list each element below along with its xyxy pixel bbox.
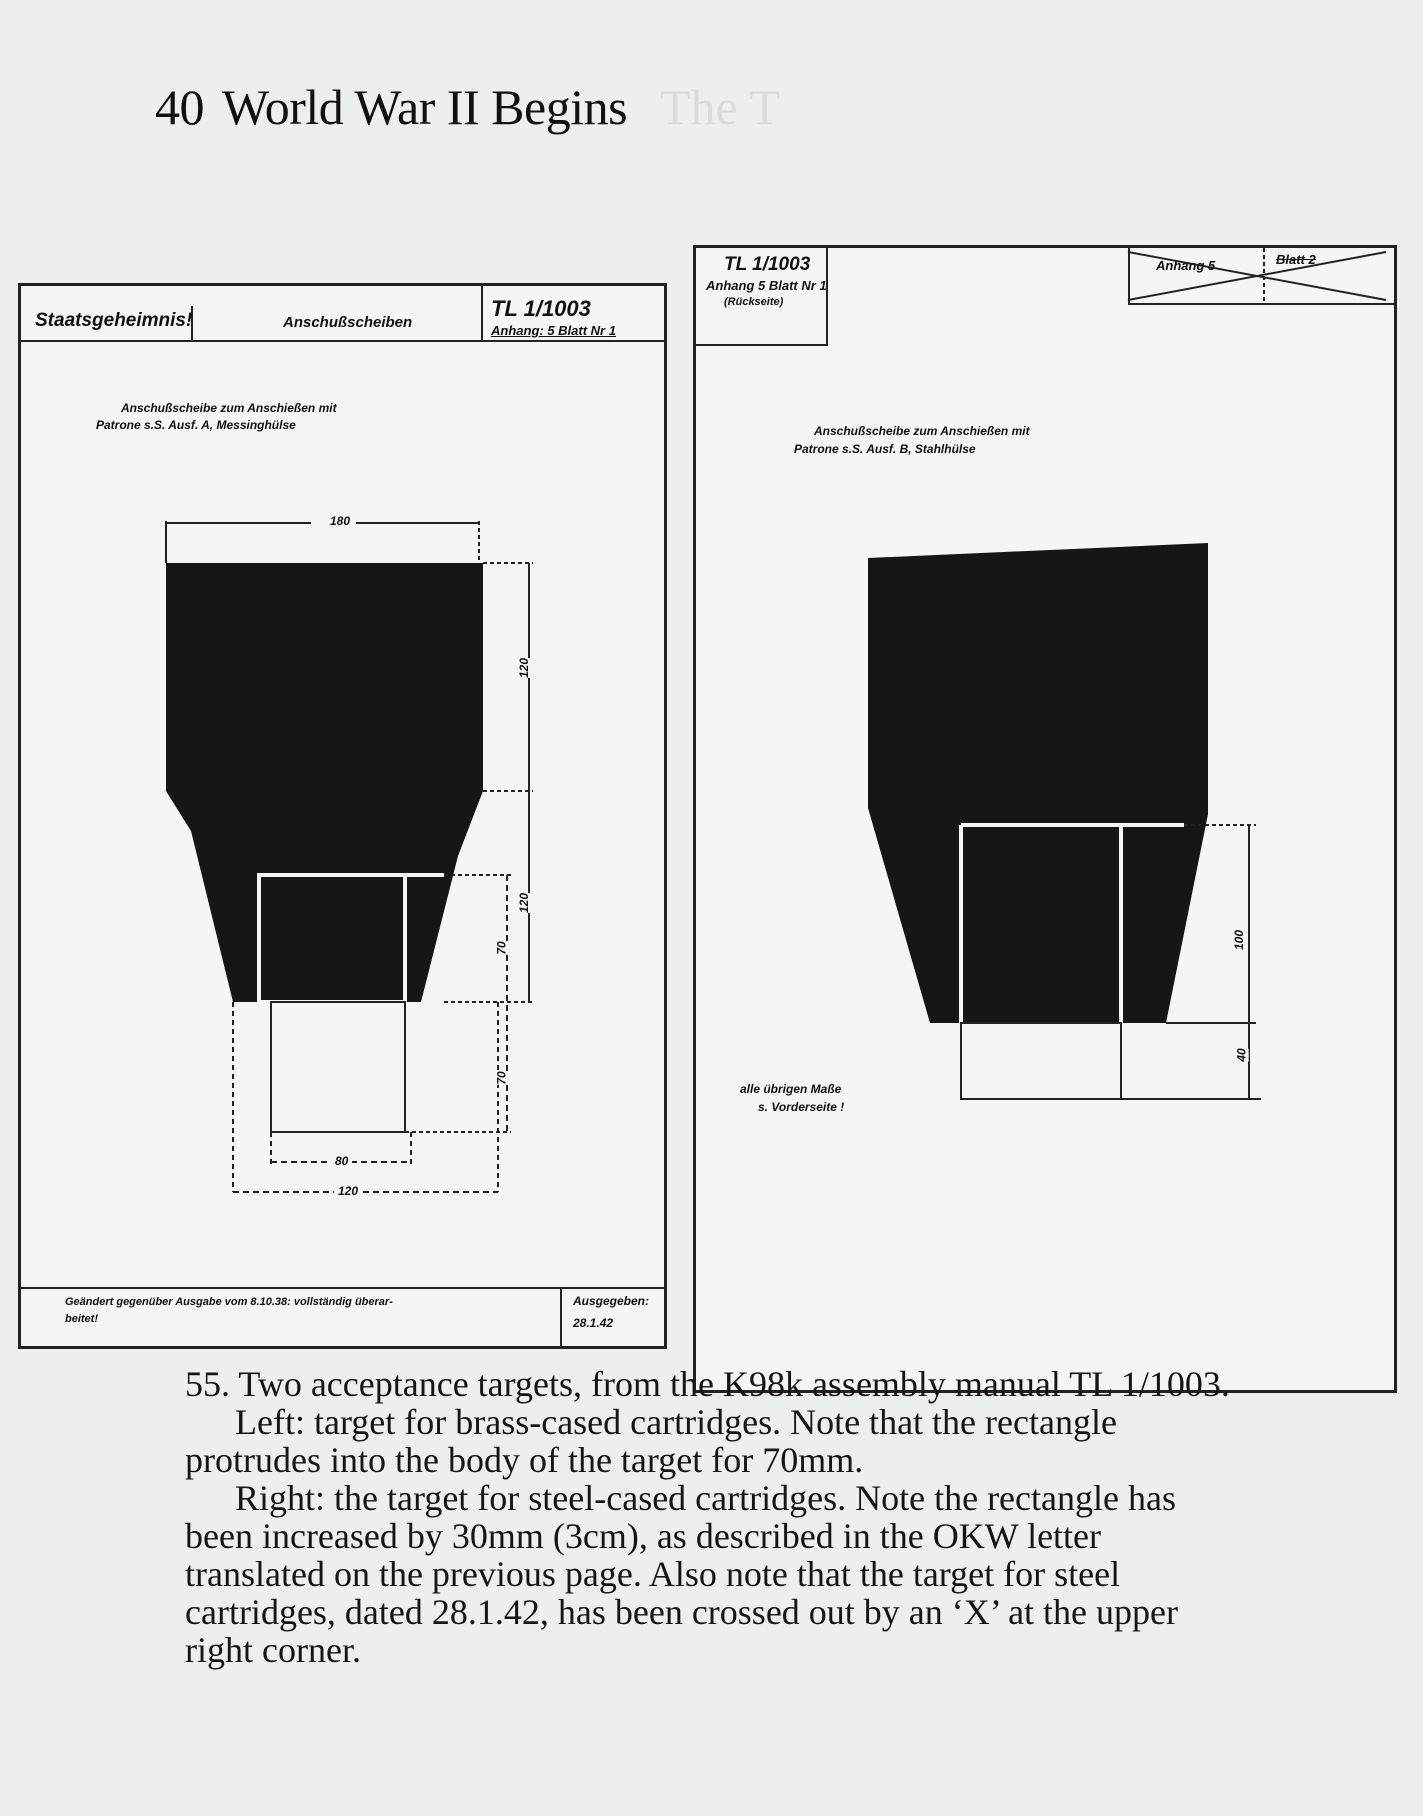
dim-rect-below-70: 70 xyxy=(494,1071,509,1085)
chapter-title: World War II Begins xyxy=(222,79,628,135)
document-number: TL 1/1003 xyxy=(491,296,591,321)
target-description-line-2: Patrone s.S. Ausf. B, Stahlhülse xyxy=(794,442,976,456)
document-number: TL 1/1003 xyxy=(724,254,811,275)
dim-rect-below-40: 40 xyxy=(1234,1048,1249,1062)
right-target-sheet xyxy=(693,245,1397,1393)
target-description-line-1: Anschußscheibe zum Anschießen mit xyxy=(814,424,1030,438)
stamp-state-secret: Staatsgeheimnis! xyxy=(35,310,193,331)
caption-title: 55. Two acceptance targets, from the K98k assembly manual TL 1/1003. xyxy=(185,1364,1230,1404)
crossed-sheet-label: Blatt 2 xyxy=(1276,252,1316,267)
note-other-dimensions-line-2: s. Vorderseite ! xyxy=(758,1100,845,1114)
issued-label: Ausgegeben: xyxy=(573,1294,650,1308)
page-number: 40 xyxy=(155,79,204,135)
appendix-reference: Anhang 5 Blatt Nr 1 xyxy=(706,278,827,293)
crossed-appendix-label: Anhang 5 xyxy=(1156,258,1216,273)
page-header xyxy=(155,78,627,136)
target-description-line-2: Patrone s.S. Ausf. A, Messinghülse xyxy=(96,418,296,432)
footer-change-note-line-1: Geändert gegenüber Ausgabe vom 8.10.38: vollständig überar- xyxy=(65,1296,393,1308)
show-through-text: The T xyxy=(660,79,780,135)
note-other-dimensions-line-1: alle übrigen Maße xyxy=(740,1082,842,1096)
appendix-reference: Anhang: 5 Blatt Nr 1 xyxy=(491,323,616,338)
dim-inner-width-80: 80 xyxy=(331,1154,352,1168)
dim-width-180: 180 xyxy=(326,514,354,528)
issued-date: 28.1.42 xyxy=(573,1316,614,1330)
caption-right-description: Right: the target for steel-cased cartridges. Note the rectangle has been increased by 30mm (3cm), as described in the OKW letter translated on the previous page. Also note that the target for steel cartridges, dated 28.1.42, has been crossed out by an ‘X’ at the upper right corner. xyxy=(185,1478,1179,1670)
left-target-sheet xyxy=(18,283,667,1349)
right-target-drawing xyxy=(696,248,1394,1390)
target-description-line-1: Anschußscheibe zum Anschießen mit xyxy=(121,401,337,415)
figure-caption xyxy=(185,1365,1245,1669)
dim-rect-inside-70: 70 xyxy=(494,941,509,955)
footer-change-note-line-2: beitet! xyxy=(65,1313,98,1325)
dim-outer-width-120: 120 xyxy=(334,1184,362,1198)
dim-rect-inside-100: 100 xyxy=(1232,929,1247,951)
dim-lower-height-120: 120 xyxy=(517,892,532,914)
dim-upper-height-120: 120 xyxy=(517,657,532,679)
sheet-heading: Anschußscheiben xyxy=(283,314,413,331)
appendix-back-side: (Rückseite) xyxy=(724,296,784,308)
caption-left-description: Left: target for brass-cased cartridges. Note that the rectangle protrudes into the body of the target for 70mm. xyxy=(185,1402,1117,1480)
